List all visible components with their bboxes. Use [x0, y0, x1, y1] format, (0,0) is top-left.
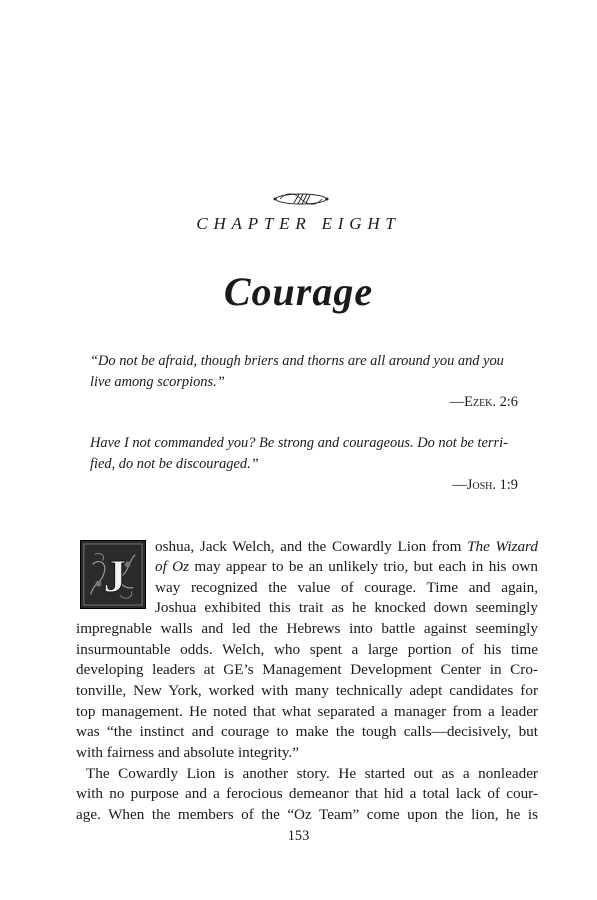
drop-cap-letter: J — [103, 551, 127, 603]
body-line: of Oz may appear to be an unlikely trio, but each in his own — [155, 558, 538, 575]
body-line: insurmountable odds. Welch, who spent a large portion of his time — [76, 641, 538, 658]
body-line: The Cowardly Lion is another story. He started out as a nonleader — [86, 765, 538, 782]
epigraph-1-line-2: live among scorpions.” — [90, 374, 225, 390]
body-line: Joshua exhibited this trait as he knocked down seemingly — [155, 599, 538, 616]
body-line: with no purpose and a ferocious demeanor that hid a total lack of cour- — [76, 785, 538, 802]
body-line: age. When the members of the “Oz Team” come upon the lion, he is — [76, 806, 538, 823]
chapter-ornament — [272, 190, 330, 208]
body-line: impregnable walls and led the Hebrews into battle against seemingly — [76, 620, 538, 637]
body-line: way recognized the value of courage. Time and again, — [155, 579, 538, 596]
epigraph-2-line-1: Have I not commanded you? Be strong and courageous. Do not be terri- — [90, 435, 508, 451]
drop-cap-image — [80, 540, 146, 609]
epigraph-1-attribution: —Ezek. 2:6 — [449, 394, 518, 410]
epigraph-2-line-2: fied, do not be discouraged.” — [90, 456, 259, 472]
body-line: oshua, Jack Welch, and the Cowardly Lion from The Wizard — [155, 538, 538, 555]
body-line: developing leaders at GE’s Management Development Center in Cro- — [76, 661, 538, 678]
epigraph-2-attribution: —Josh. 1:9 — [452, 477, 518, 493]
chapter-title: Courage — [223, 269, 374, 314]
body-line: with fairness and absolute integrity.” — [76, 744, 299, 761]
page-number: 153 — [287, 828, 310, 844]
body-line: was “the instinct and courage to make the tough calls—decisively, but — [76, 723, 538, 740]
epigraph-1-line-1: “Do not be afraid, though briers and thorns are all around you and you — [90, 353, 504, 369]
chapter-label: CHAPTER EIGHT — [196, 214, 401, 233]
body-line: tonville, New York, worked with many technically adept candidates for — [76, 682, 538, 699]
body-line: top management. He noted that what separated a manager from a leader — [76, 703, 538, 720]
